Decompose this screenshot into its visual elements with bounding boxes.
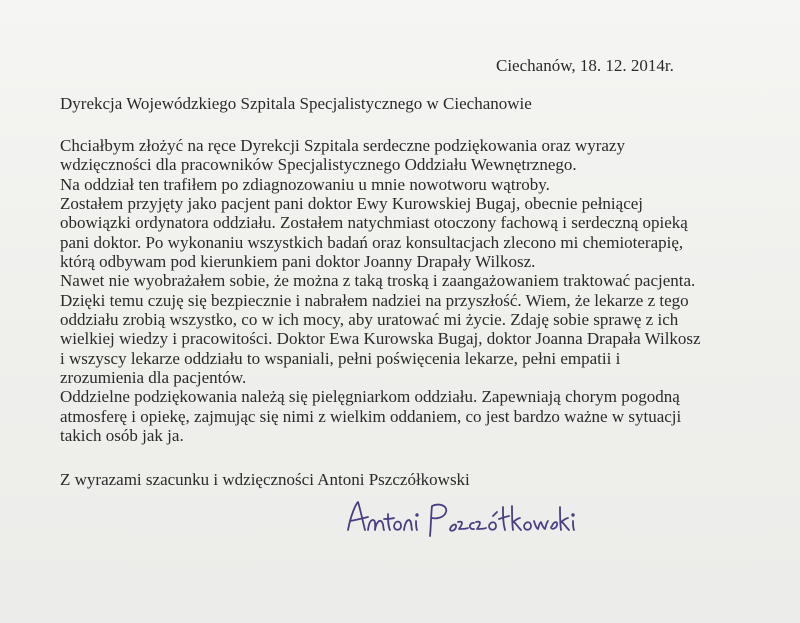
signature-strokes: [348, 502, 574, 536]
body-line: Chciałbym złożyć na ręce Dyrekcji Szpitala serdeczne podziękowania oraz wyrazy: [60, 136, 625, 155]
addressee: Dyrekcja Wojewódzkiego Szpitala Specjalistycznego w Ciechanowie: [60, 94, 532, 113]
body-line: Zostałem przyjęty jako pacjent pani doktor Ewy Kurowskiej Bugaj, obecnie pełniącej: [60, 194, 644, 214]
body-line: takich osób jak ja.: [60, 426, 184, 446]
body-line: i wszyscy lekarze oddziału to wspaniali, pełni poświęcenia lekarze, pełni empatii i: [60, 348, 621, 368]
body-line: pani doktor. Po wykonaniu wszystkich badań oraz konsultacjach zlecono mi chemioterapię,: [60, 232, 684, 252]
body-line: Oddzielne podziękowania należą się pielęgniarkom oddziału. Zapewniają chorym pogodną: [60, 387, 680, 407]
body-line: wdzięczności dla pracowników Specjalistycznego Oddziału Wewnętrznego.: [60, 155, 577, 175]
body-line: atmosferę i opiekę, zajmując się nimi z wielkim oddaniem, co jest bardzo ważne w sytuacji: [60, 406, 682, 426]
body-line: oddziału zrobią wszystko, co w ich mocy, aby uratować mi życie. Zdaję sobie sprawę z ich: [60, 310, 679, 330]
body-line: obowiązki ordynatora oddziału. Zostałem natychmiast otoczony fachową i serdeczną opieką: [60, 213, 688, 233]
signature: [338, 492, 578, 552]
closing-line: Z wyrazami szacunku i wdzięczności Antoni Pszczółkowski: [60, 470, 470, 489]
letter-body: [60, 136, 760, 446]
body-line: Na oddział ten trafiłem po zdiagnozowaniu u mnie nowotworu wątroby.: [60, 174, 550, 194]
body-line: zrozumienia dla pacjentów.: [60, 368, 247, 388]
place-date: Ciechanów, 18. 12. 2014r.: [496, 56, 674, 75]
body-line: którą odbywam pod kierunkiem pani doktor Joanny Drapały Wilkosz.: [60, 252, 536, 272]
body-line: wielkiej wiedzy i pracowitości. Doktor Ewa Kurowska Bugaj, doktor Joanna Drapała Wilkosz: [60, 329, 701, 349]
body-line: Dzięki temu czuję się bezpiecznie i nabrałem nadziei na przyszłość. Wiem, że lekarze z tego: [60, 290, 689, 310]
body-line: Nawet nie wyobrażałem sobie, że można z taką troską i zaangażowaniem traktować pacjenta.: [60, 271, 696, 291]
signature-handwriting: [338, 492, 578, 552]
